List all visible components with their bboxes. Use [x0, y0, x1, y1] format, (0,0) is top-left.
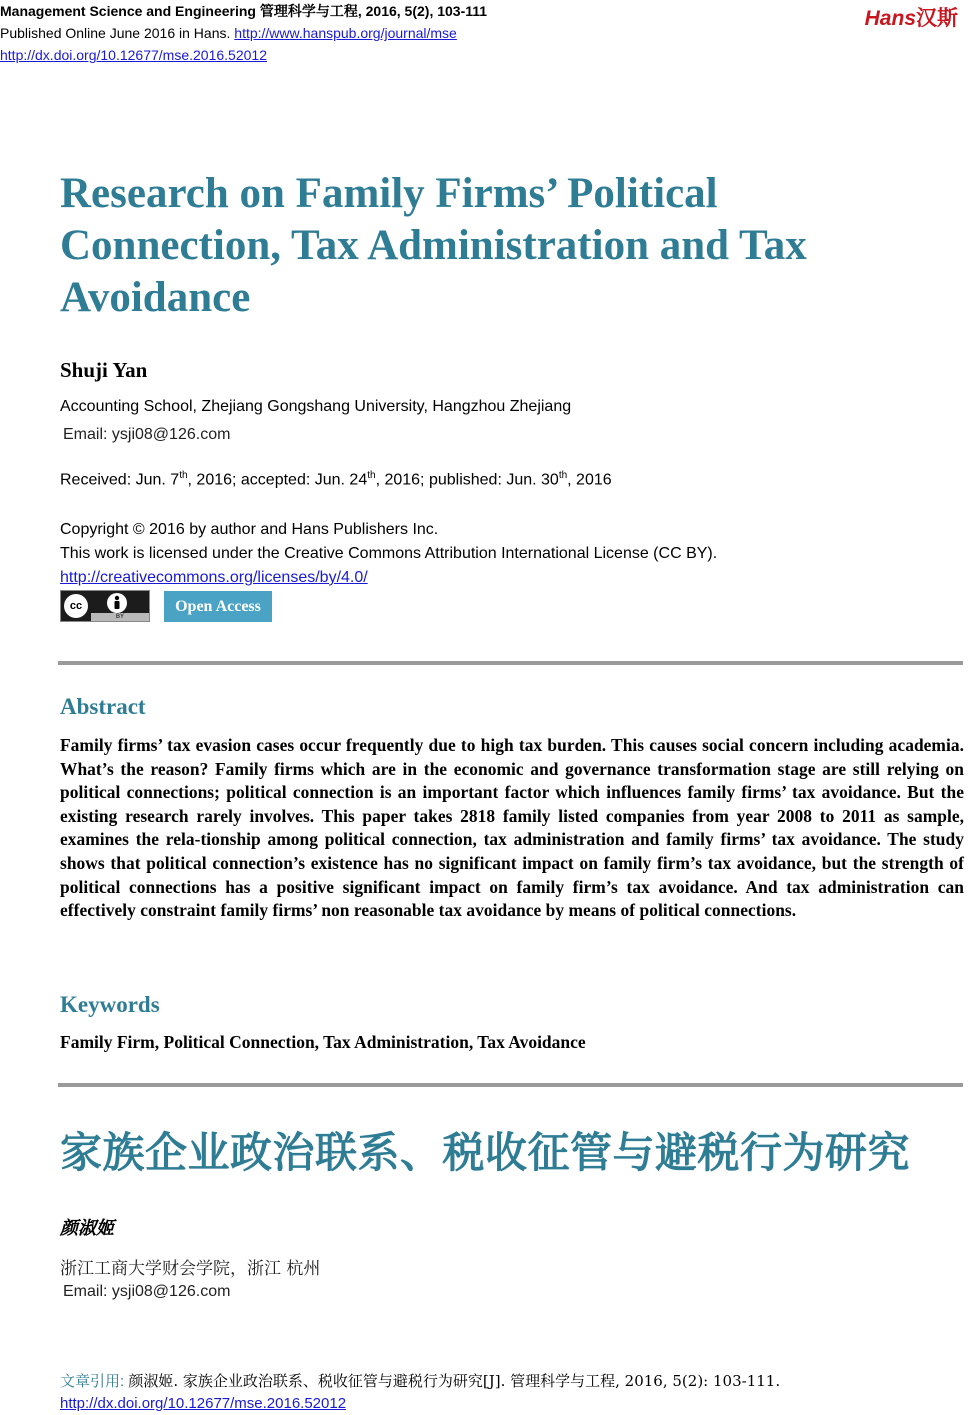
by-label: BY [91, 613, 149, 621]
hans-logo [865, 2, 958, 32]
journal-header [0, 0, 487, 66]
ordinal-sup: th [179, 470, 188, 481]
received-dates [60, 470, 612, 489]
open-access-badge[interactable]: Open Access [164, 591, 272, 622]
copyright-line: Copyright © 2016 by author and Hans Publishers Inc. [60, 521, 439, 538]
keywords-text: Family Firm, Political Connection, Tax Administration, Tax Avoidance [60, 1032, 586, 1052]
published-date: , 2016; published: Jun. 30 [375, 471, 559, 489]
received-date: Received: Jun. 7 [60, 471, 180, 489]
abstract-heading: Abstract [60, 694, 146, 719]
author-affiliation: Accounting School, Zhejiang Gongshang University, Hangzhou Zhejiang [60, 398, 572, 415]
person-icon [107, 593, 127, 613]
published-text: Published Online June 2016 in Hans. [0, 25, 235, 41]
published-line [0, 22, 487, 44]
ordinal-sup: th [558, 470, 568, 481]
header-doi-link[interactable]: http://dx.doi.org/10.12677/mse.2016.52012 [0, 47, 267, 63]
chinese-email: Email: ysji08@126.com [63, 1283, 231, 1300]
chinese-author: 颜淑姬 [60, 1218, 114, 1239]
journal-link[interactable]: http://www.hanspub.org/journal/mse [234, 25, 457, 41]
chinese-title: 家族企业政治联系、税收征管与避税行为研究 [60, 1128, 911, 1177]
journal-info: Management Science and Engineering 管理科学与工程, 2016, 5(2), 103-111 [0, 3, 488, 19]
cc-icon: cc [64, 594, 88, 618]
attribution-person-icon [107, 593, 127, 613]
author-email: Email: ysji08@126.com [63, 426, 231, 443]
abstract-text: Family firms’ tax evasion cases occur frequently due to high tax burden. This causes social concern including academia. What’s the reason? Family firms which are in the economic and governance transformation stage are still relying on political connections; political connection is an important factor which influences family firms’ tax avoidance. But the existing research rarely involves. This paper takes 2818 family listed companies from year 2008 to 2011 as sample, examines the rela-tionship among political connection, tax administration and family firms’ tax avoidance. The study shows that political connection’s existence has no significant impact on family firm’s tax avoidance, but the strength of political connections has a positive significant impact on family firm’s tax avoidance. And tax administration can effectively constraint family firms’ non reasonable tax avoidance by means of political connections. [60, 735, 964, 921]
cc-by-badge[interactable] [60, 590, 150, 622]
citation-block [60, 1370, 780, 1415]
license-link[interactable]: http://creativecommons.org/licenses/by/4.0/ [60, 569, 368, 586]
license-line: This work is licensed under the Creative Commons Attribution International License (CC BY). [60, 545, 718, 562]
copyright-block [60, 518, 717, 590]
section-divider [58, 661, 963, 665]
author-name: Shuji Yan [60, 358, 148, 382]
citation-label: 文章引用: [60, 1373, 129, 1390]
citation-doi-link[interactable]: http://dx.doi.org/10.12677/mse.2016.52012 [60, 1395, 347, 1412]
logo-latin: Hans [864, 7, 916, 30]
year-suffix: , 2016 [567, 471, 612, 489]
citation-text: 颜淑姬. 家族企业政治联系、税收征管与避税行为研究[J]. 管理科学与工程, 2016, 5(2): 103-111. [128, 1372, 781, 1390]
keywords-heading: Keywords [60, 992, 160, 1017]
logo-cn: 汉斯 [916, 7, 958, 30]
accepted-date: , 2016; accepted: Jun. 24 [187, 471, 368, 489]
ordinal-sup: th [367, 470, 376, 481]
chinese-affiliation: 浙江工商大学财会学院，浙江 杭州 [60, 1259, 321, 1279]
paper-title: Research on Family Firms’ Political Connection, Tax Administration and Tax Avoidance [60, 170, 807, 321]
section-divider [58, 1083, 963, 1087]
